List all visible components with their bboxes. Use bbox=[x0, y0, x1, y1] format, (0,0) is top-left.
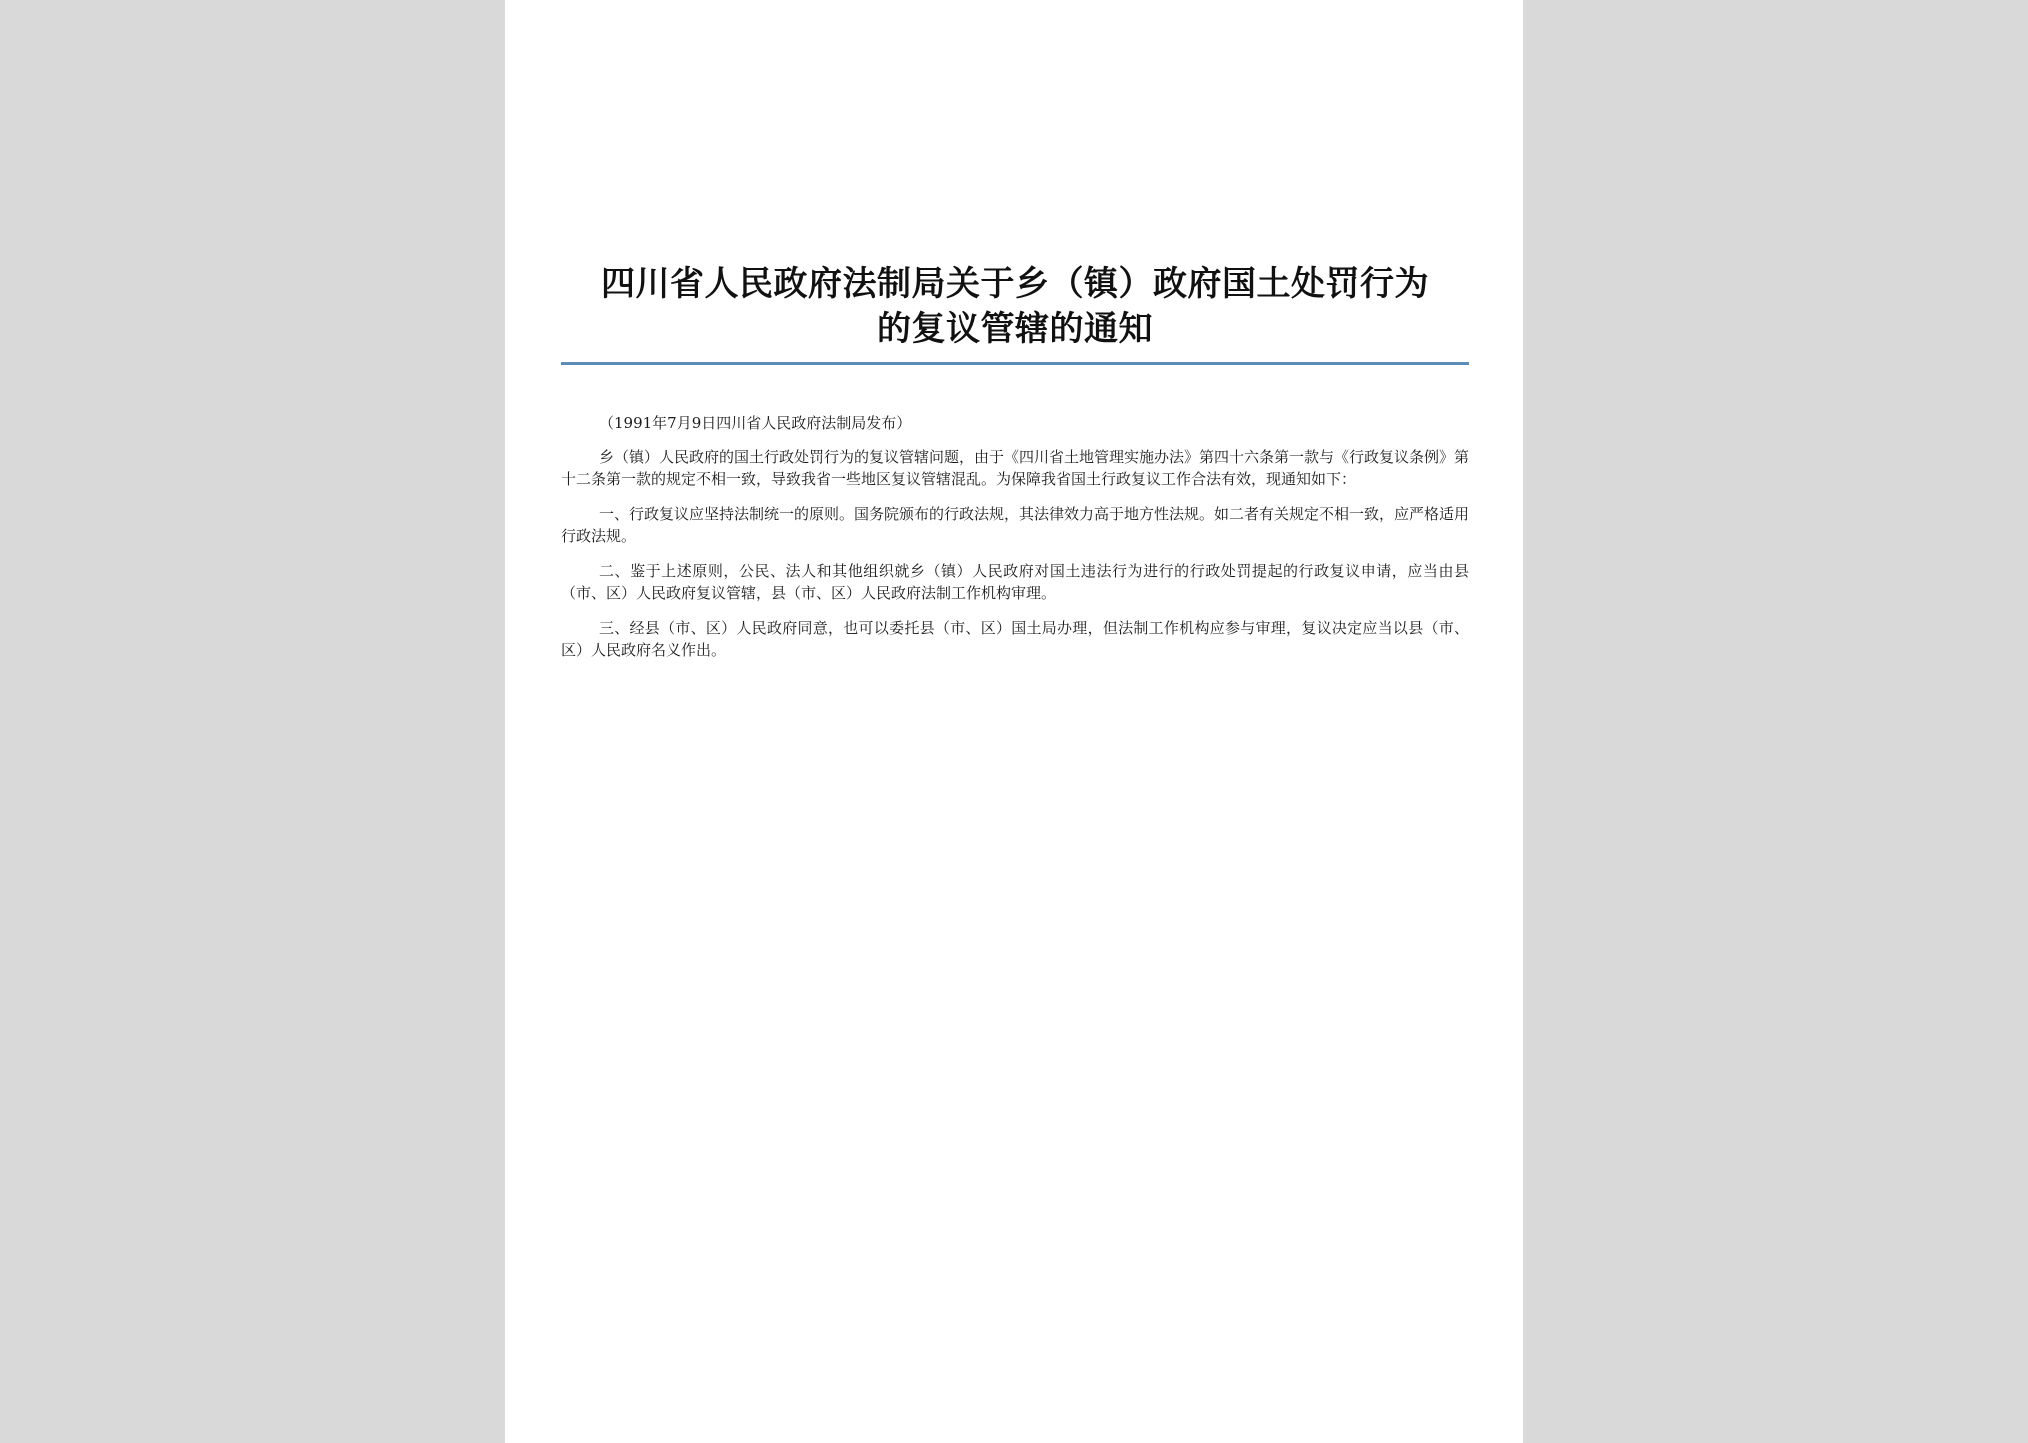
title-line-2: 的复议管辖的通知 bbox=[877, 309, 1153, 349]
paragraph-item-2: 二、鉴于上述原则，公民、法人和其他组织就乡（镇）人民政府对国土违法行为进行的行政处罚提起的行政复议申请，应当由县（市、区）人民政府复议管辖，县（市、区）人民政府法制工作机构审理。 bbox=[561, 562, 1469, 602]
paragraph-intro: 乡（镇）人民政府的国土行政处罚行为的复议管辖问题，由于《四川省土地管理实施办法》第四十六条第一款与《行政复议条例》第十二条第一款的规定不相一致，导致我省一些地区复议管辖混乱。为保障我省国土行政复议工作合法有效，现通知如下： bbox=[561, 448, 1470, 488]
title-line-1: 四川省人民政府法制局关于乡（镇）政府国土处罚行为 bbox=[601, 264, 1429, 304]
document-page bbox=[505, 0, 1523, 1443]
issue-info: （1991年7月9日四川省人民政府法制局发布） bbox=[599, 414, 912, 432]
paragraph-item-3: 三、经县（市、区）人民政府同意，也可以委托县（市、区）国土局办理，但法制工作机构应参与审理，复议决定应当以县（市、区）人民政府名义作出。 bbox=[561, 619, 1469, 659]
title-divider bbox=[561, 362, 1469, 365]
document-title bbox=[561, 262, 1469, 352]
paragraph-item-1: 一、行政复议应坚持法制统一的原则。国务院颁布的行政法规，其法律效力高于地方性法规。如二者有关规定不相一致，应严格适用行政法规。 bbox=[561, 505, 1470, 545]
document-content bbox=[561, 262, 1469, 661]
